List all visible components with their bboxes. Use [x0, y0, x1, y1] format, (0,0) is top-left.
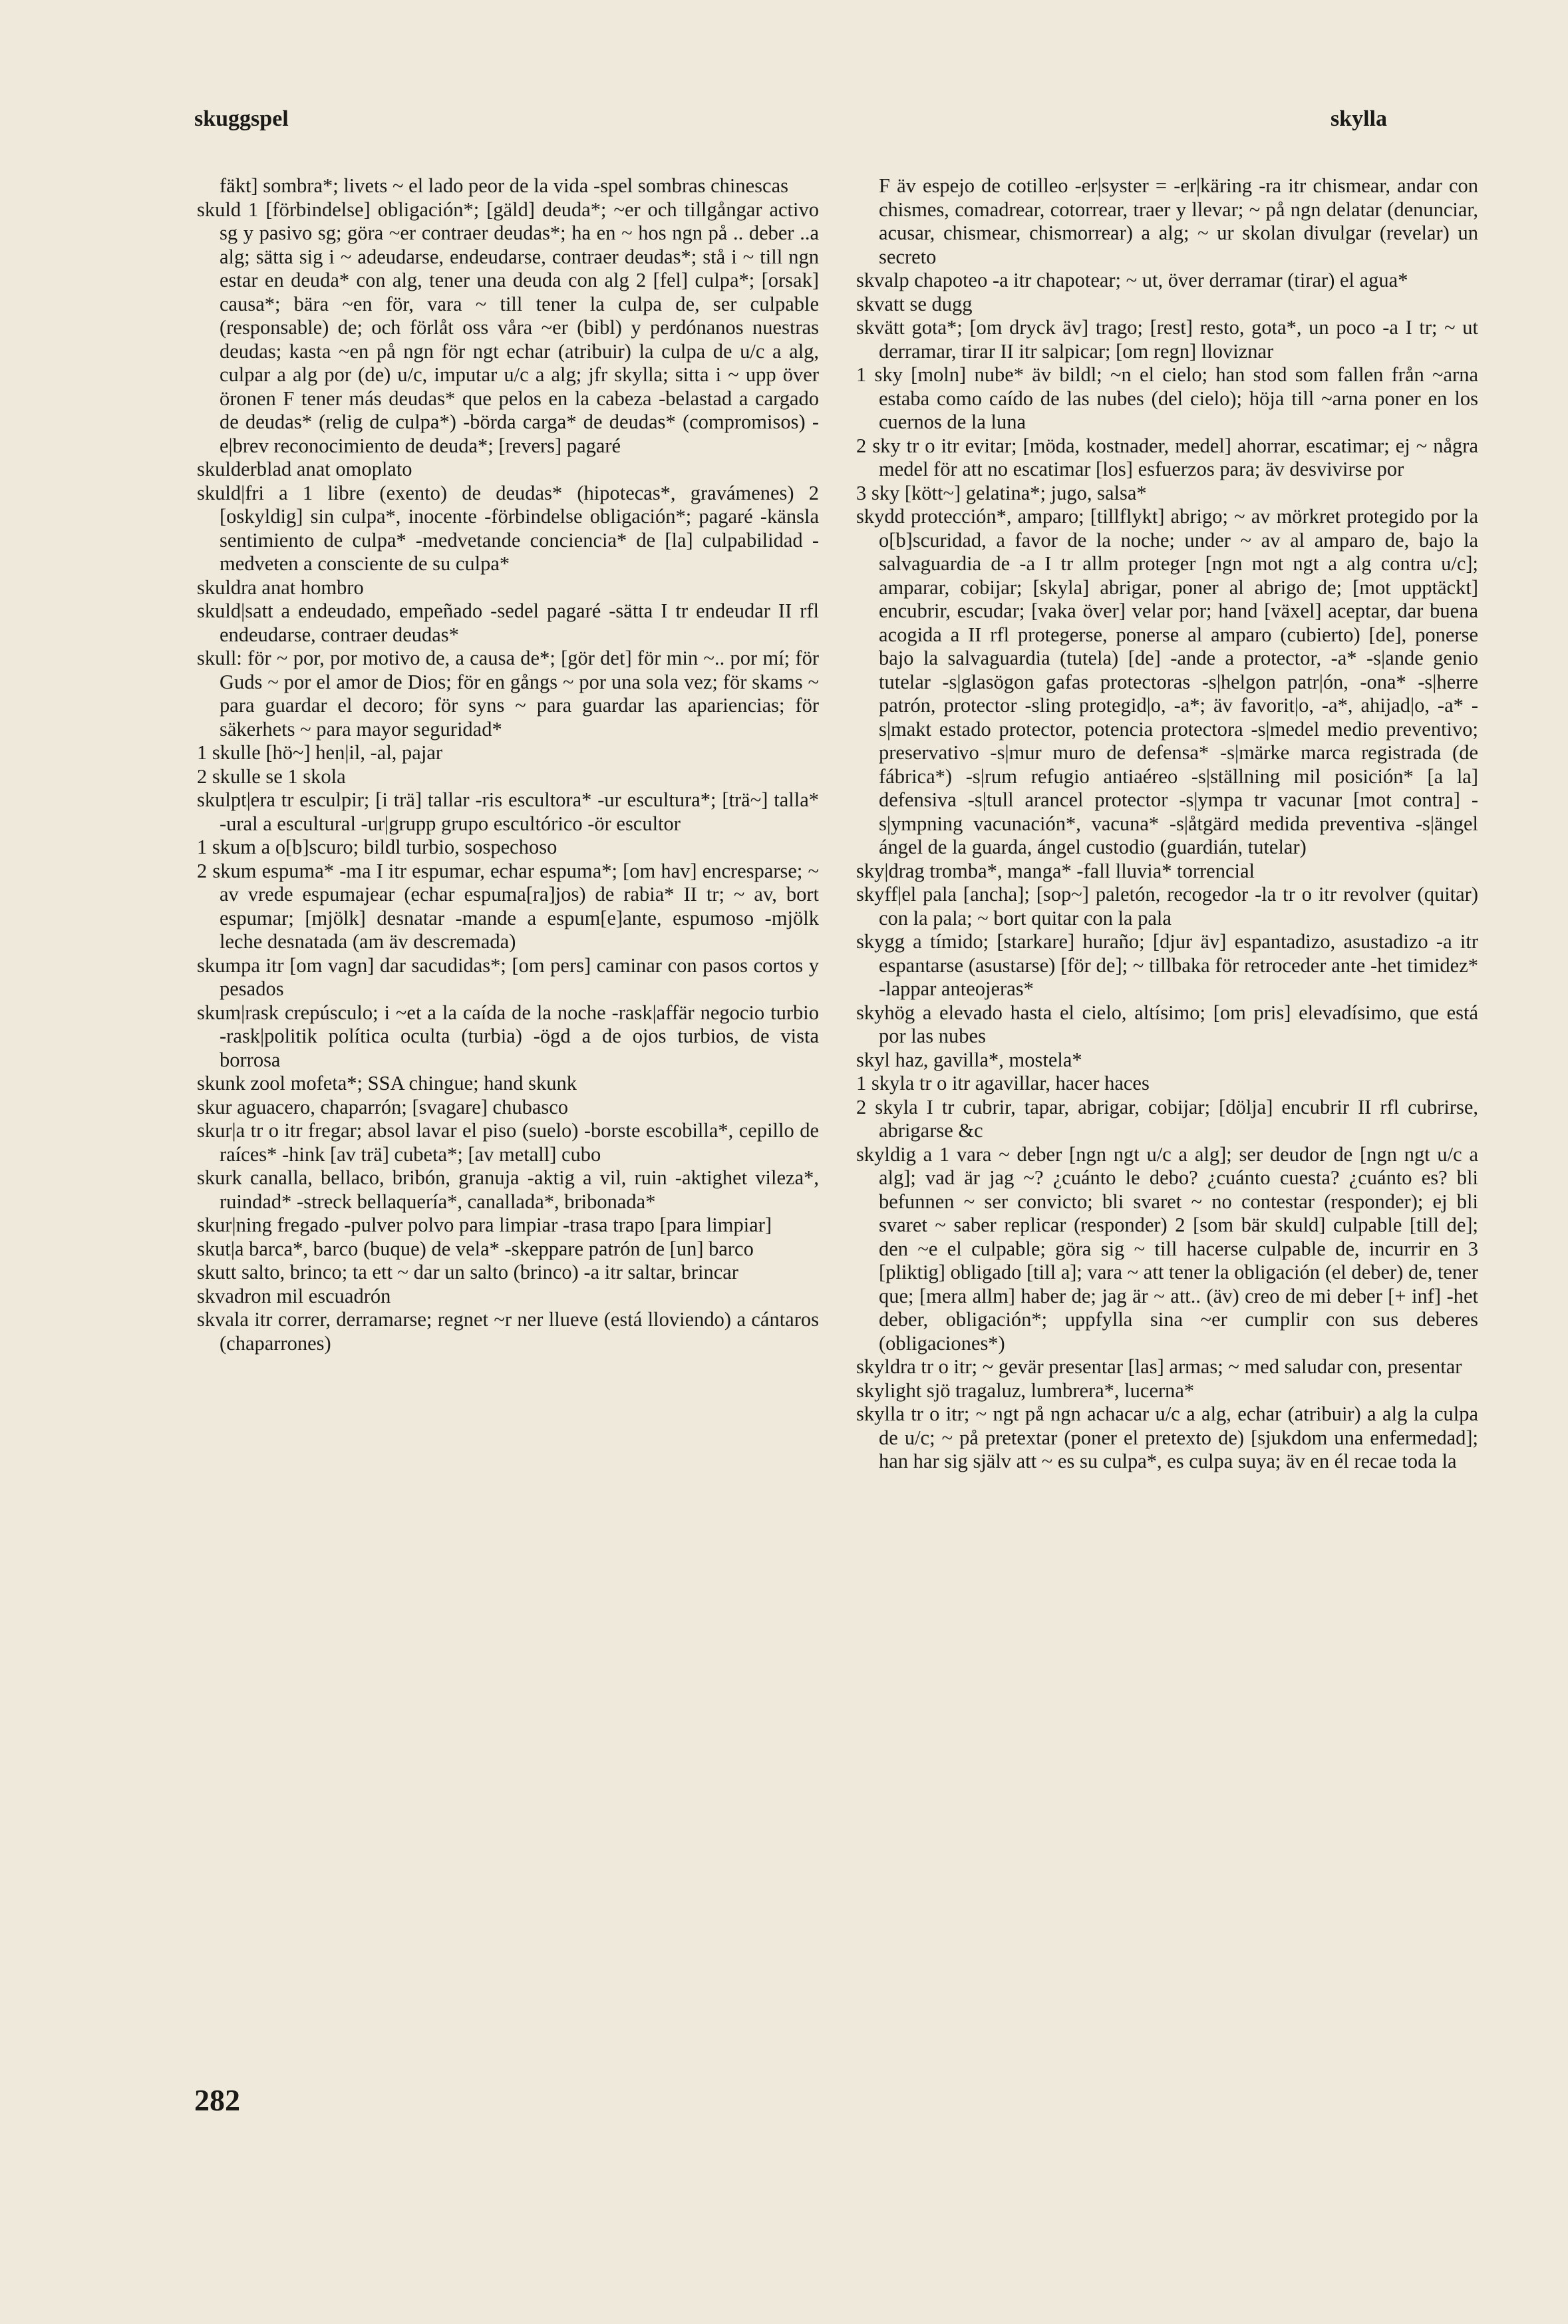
- dictionary-entry: skuld|satt a endeudado, empeñado -sedel pagaré -sätta I tr endeudar II rfl endeudarse, contraer deudas*: [197, 599, 819, 646]
- dictionary-entry: 1 skum a o[b]scuro; bildl turbio, sospechoso: [197, 836, 557, 858]
- page-number: 282: [194, 2083, 240, 2117]
- dictionary-entry: skvadron mil escuadrón: [197, 1284, 391, 1307]
- dictionary-entry: 2 skulle se 1 skola: [197, 764, 346, 788]
- left-column: [197, 174, 819, 1355]
- dictionary-entry: skyldig a 1 vara ~ deber [ngn ngt u/c a alg]; ser deudor de [ngn ngt u/c a alg]; vad är jag ~? ¿cuánto le debo? ¿cuánto cuesta? ¿cuánto es? bli befunnen ~ ser convicto; bli svaret ~ no contestar (responder); ej bli svaret ~ saber replicar (responder) 2 [som bär skuld] culpable [till de]; den ~e el culpable; göra sig ~ till hacerse culpable de, incurrir en 3 [pliktig] obligado [till a]; vara ~ att tener la obligación (el deber) de, tener que; [mera allm] haber de; jag är ~ att.. (äv) creo de mi deber [+ inf] -het deber, obligación*; uppfylla sina ~er cumplir con sus deberes (obligaciones*): [856, 1142, 1478, 1355]
- dictionary-entry: skvätt gota*; [om dryck äv] trago; [rest] resto, gota*, un poco -a I tr; ~ ut derramar, tirar II itr salpicar; [om regn] lloviznar: [856, 316, 1478, 363]
- dictionary-entry: 1 sky [moln] nube* äv bildl; ~n el cielo; han stod som fallen från ~arna estaba como caído de las nubes (del cielo); höja till ~arna poner en los cuernos de la luna: [856, 363, 1478, 433]
- dictionary-entry: skut|a barca*, barco (buque) de vela* -skeppare patrón de [un] barco: [197, 1237, 754, 1260]
- dictionary-entry: fäkt] sombra*; livets ~ el lado peor de la vida -spel sombras chinescas: [220, 174, 788, 197]
- dictionary-entry: skylla tr o itr; ~ ngt på ngn achacar u/c a alg, echar (atribuir) a alg la culpa de u/c; ~ på pretextar (poner el pretexto de) [sjukdom una enfermedad]; han har sig själv att ~ es su culpa*, es culpa suya; äv en él recae toda la: [856, 1403, 1478, 1472]
- dictionary-entry: sky|drag tromba*, manga* -fall lluvia* torrencial: [856, 859, 1255, 882]
- dictionary-entry: 2 skum espuma* -ma I itr espumar, echar espuma*; [om hav] encresparse; ~ av vrede espumajear (echar espuma[ra]jos) de rabia* II tr; ~ av, bort espumar; [mjölk] desnatar -mande a espum[e]ante, espumoso -mjölk leche desnatada (am äv descremada): [197, 859, 819, 953]
- dictionary-entry: skvalp chapoteo -a itr chapotear; ~ ut, över derramar (tirar) el agua*: [856, 269, 1408, 291]
- dictionary-entry: skulderblad anat omoplato: [197, 458, 412, 480]
- dictionary-entry: skunk zool mofeta*; SSA chingue; hand skunk: [197, 1072, 577, 1094]
- dictionary-entry: skur aguacero, chaparrón; [svagare] chubasco: [197, 1095, 569, 1118]
- right-column: [856, 174, 1478, 1474]
- left-guideword: skuggspel: [194, 106, 289, 131]
- dictionary-entry: skuldra anat hombro: [197, 576, 364, 599]
- dictionary-entry: skuld 1 [förbindelse] obligación*; [gäld] deuda*; ~er och tillgångar activo sg y pasivo sg; göra ~er contraer deudas*; ha en ~ hos ngn på .. deber ..a alg; sätta sig i ~ adeudarse, endeudarse, contraer deudas*; stå i ~ till ngn estar en deuda* con alg, tener una deuda con alg 2 [fel] culpa*; [orsak] causa*; bära ~en för, vara ~ till tener la culpa de, ser culpable (responsable) de; och förlåt oss våra ~er (bibl) y perdónanos nuestras deudas; kasta ~en på ngn för ngt echar (atribuir) la culpa de u/c a alg, culpar a alg por (de) u/c, imputar u/c a alg; jfr skylla; sitta i ~ upp över öronen F tener más deudas* que pelos en la cabeza -belastad a cargado de deudas* (relig de culpa*) -börda carga* de deudas* (compromisos) -e|brev reconocimiento de deuda*; [revers] pagaré: [197, 198, 819, 457]
- dictionary-entry: skydd protección*, amparo; [tillflykt] abrigo; ~ av mörkret protegido por la o[b]scuridad, a favor de la noche; under ~ av al amparo de, bajo la salvaguardia de -a I tr allm proteger [ngn mot ngt a alg contra u/c]; amparar, cobijar; [skyla] abrigar, poner al abrigo de; [mot upptäckt] encubrir, escudar; [vaka över] velar por; hand [växel] aceptar, dar buena acogida a II rfl protegerse, ponerse al amparo (cubierto) [de], ponerse bajo la salvaguardia (tutela) [de] -ande a protector, -a* -s|ande genio tutelar -s|glasögon gafas protectoras -s|helgon patr|ón, -ona* -s|herre patrón, protector -sling protegid|o, -a*; äv favorit|o, -a*, ahijad|o, -a* -s|makt estado protector, potencia protectora -s|medel medio preventivo; preservativo -s|mur muro de defensa* -s|märke marca registrada (de fábrica*) -s|rum refugio antiaéreo -s|ställning mil posición* [a la] defensiva -s|tull arancel protector -s|ympa tr vacunar [mot contra] -s|ympning vacunación*, vacuna* -s|åtgärd medida preventiva -s|ängel ángel de la guarda, ángel custodio (guardián, tutelar): [856, 505, 1478, 858]
- right-guideword: skylla: [1330, 106, 1387, 131]
- dictionary-entry: skum|rask crepúsculo; i ~et a la caída de la noche -rask|affär negocio turbio -rask|politik política oculta (turbia) -ögd a de ojos turbios, de vista borrosa: [197, 1001, 819, 1071]
- dictionary-entry: 2 sky tr o itr evitar; [möda, kostnader, medel] ahorrar, escatimar; ej ~ några medel för att no escatimar [los] esfuerzos para; äv desvivirse por: [856, 434, 1478, 480]
- dictionary-entry: skyl haz, gavilla*, mostela*: [856, 1048, 1082, 1071]
- dictionary-entry: skutt salto, brinco; ta ett ~ dar un salto (brinco) -a itr saltar, brincar: [197, 1261, 738, 1283]
- dictionary-entry: 2 skyla I tr cubrir, tapar, abrigar, cobijar; [dölja] encubrir II rfl cubrirse, abrigarse &c: [856, 1095, 1478, 1142]
- dictionary-entry: skuld|fri a 1 libre (exento) de deudas* (hipotecas*, gravámenes) 2 [oskyldig] sin culpa*, inocente -förbindelse obligación*; pagaré -känsla sentimiento de culpa* -medvetande conciencia* de [la] culpabilidad -medveten a consciente de su culpa*: [197, 481, 819, 575]
- dictionary-entry: skvatt se dugg: [856, 292, 973, 315]
- dictionary-entry: skyhög a elevado hasta el cielo, altísimo; [om pris] elevadísimo, que está por las nubes: [856, 1001, 1478, 1047]
- dictionary-entry: F äv espejo de cotilleo -er|syster = -er|käring -ra itr chismear, andar con chismes, comadrear, cotorrear, traer y llevar; ~ på ngn delatar (denunciar, acusar, chismear, chismorrear) a alg; ~ ur skolan divulgar (revelar) un secreto: [879, 174, 1478, 268]
- dictionary-entry: skull: för ~ por, por motivo de, a causa de*; [gör det] för min ~.. por mí; för Guds ~ por el amor de Dios; för en gångs ~ por una sola vez; för skams ~ para guardar el decoro; för syns ~ para guardar las apariencias; för säkerhets ~ para mayor seguridad*: [197, 647, 819, 741]
- dictionary-entry: skyff|el pala [ancha]; [sop~] paletón, recogedor -la tr o itr revolver (quitar) con la pala; ~ bort quitar con la pala: [856, 883, 1478, 929]
- dictionary-entry: skumpa itr [om vagn] dar sacudidas*; [om pers] caminar con pasos cortos y pesados: [197, 953, 819, 1000]
- dictionary-entry: skylight sjö tragaluz, lumbrera*, lucerna*: [856, 1379, 1195, 1402]
- dictionary-entry: skur|a tr o itr fregar; absol lavar el piso (suelo) -borste escobilla*, cepillo de raíces* -hink [av trä] cubeta*; [av metall] cubo: [197, 1119, 819, 1166]
- dictionary-entry: skulpt|era tr esculpir; [i trä] tallar -ris escultora* -ur escultura*; [trä~] talla* -ural a escultural -ur|grupp grupo escultórico -ör escultor: [197, 788, 819, 835]
- dictionary-entry: skvala itr correr, derramarse; regnet ~r ner llueve (está lloviendo) a cántaros (chaparrones): [197, 1308, 819, 1355]
- dictionary-entry: skyldra tr o itr; ~ gevär presentar [las] armas; ~ med saludar con, presentar: [856, 1355, 1462, 1378]
- dictionary-entry: 1 skulle [hö~] hen|il, -al, pajar: [197, 741, 443, 764]
- dictionary-entry: skygg a tímido; [starkare] huraño; [djur äv] espantadizo, asustadizo -a itr espantarse (asustarse) [för de]; ~ tillbaka för retroceder ante -het timidez* -lappar anteojeras*: [856, 930, 1478, 1000]
- dictionary-entry: skurk canalla, bellaco, bribón, granuja -aktig a vil, ruin -aktighet vileza*, ruindad* -streck bellaquería*, canallada*, bribonada*: [197, 1166, 819, 1213]
- dictionary-entry: skur|ning fregado -pulver polvo para limpiar -trasa trapo [para limpiar]: [197, 1214, 772, 1236]
- dictionary-entry: 1 skyla tr o itr agavillar, hacer haces: [856, 1072, 1150, 1094]
- dictionary-entry: 3 sky [kött~] gelatina*; jugo, salsa*: [856, 481, 1147, 504]
